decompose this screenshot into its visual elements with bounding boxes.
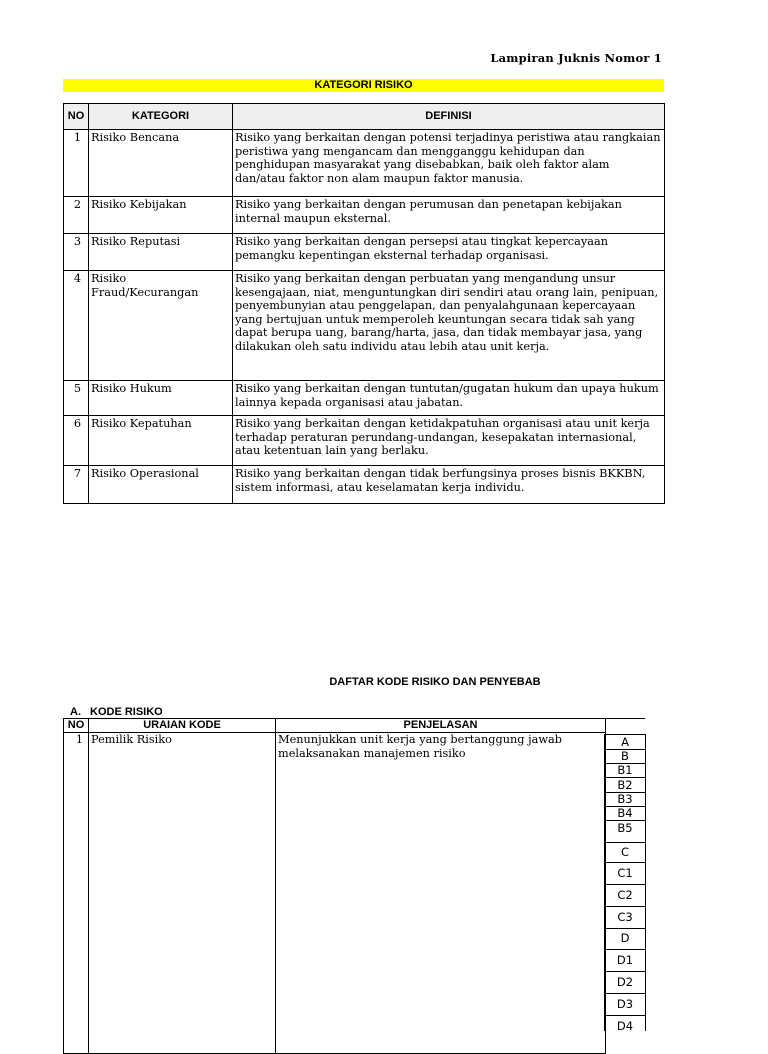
row-kategori: Risiko Bencana [89,130,233,197]
row-kategori: Risiko Kepatuhan [89,416,233,466]
column-header-kategori: KATEGORI [89,104,233,130]
column-header-penjelasan: PENJELASAN [276,719,606,733]
table-header-row [64,719,606,733]
row-definisi: Risiko yang berkaitan dengan perumusan dan penetapan kebijakan internal maupun eksternal. [233,197,665,234]
table-row [64,381,665,416]
kategori-risiko-title: KATEGORI RISIKO [63,79,664,92]
table-row [64,197,665,234]
kategori-risiko-table [63,103,665,504]
code-cell: D1 [605,949,645,971]
code-cell: B [605,749,645,763]
code-cell: B5 [605,820,645,842]
row-number: 1 [64,130,89,197]
table-row [64,466,665,504]
code-cell: D3 [605,993,645,1015]
code-cell: B3 [605,792,645,806]
table-row [64,733,606,1054]
row-definisi: Risiko yang berkaitan dengan tidak berfungsinya proses bisnis BKKBN, sistem informasi, atau keselamatan kerja individu. [233,466,665,504]
daftar-kode-title: DAFTAR KODE RISIKO DAN PENYEBAB [329,676,541,688]
code-cell: C1 [605,862,645,884]
row-number: 2 [64,197,89,234]
code-cell: B4 [605,806,645,820]
row-kategori: Risiko Operasional [89,466,233,504]
code-cell: D [605,928,645,949]
section-heading [70,706,163,718]
code-cell: D4 [605,1015,645,1031]
row-kategori: Risiko Fraud/Kecurangan [89,271,233,381]
column-header-no: NO [64,104,89,130]
row-number: 4 [64,271,89,381]
section-letter: A. [70,706,81,718]
row-number: 3 [64,234,89,271]
row-number: 5 [64,381,89,416]
code-cell: D2 [605,971,645,993]
row-number: 7 [64,466,89,504]
table-row [64,234,665,271]
row-kategori: Risiko Reputasi [89,234,233,271]
row-definisi: Risiko yang berkaitan dengan persepsi atau tingkat kepercayaan pemangku kepentingan eksternal terhadap organisasi. [233,234,665,271]
row-definisi: Risiko yang berkaitan dengan perbuatan yang mengandung unsur kesengajaan, niat, menguntungkan diri sendiri atau orang lain, penipuan, penyembunyian atau penggelapan, dan penyalahgunaan kepercayaan yang bertujuan untuk memperoleh keuntungan secara tidak sah yang dapat berupa uang, barang/harta, jasa, dan tidak membayar jasa, yang dilakukan oleh satu individu atau lebih atau unit kerja. [233,271,665,381]
column-header-uraian: URAIAN KODE [89,719,276,733]
row-kategori: Risiko Hukum [89,381,233,416]
row-number: 1 [64,733,89,1054]
section-title: KODE RISIKO [90,706,163,718]
row-definisi: Risiko yang berkaitan dengan ketidakpatuhan organisasi atau unit kerja terhadap peraturan perundang-undangan, kesepakatan internasional, atau ketentuan lain yang berlaku. [233,416,665,466]
table-header-row [64,104,665,130]
code-cell: C3 [605,906,645,928]
column-header-no: NO [64,719,89,733]
lampiran-label: Lampiran Juknis Nomor 1 [490,51,662,65]
kode-risiko-table [63,718,606,1054]
row-number: 6 [64,416,89,466]
row-penjelasan: Menunjukkan unit kerja yang bertanggung jawab melaksanakan manajemen risiko [276,733,606,1054]
code-column-header [604,718,645,735]
table-row [64,416,665,466]
code-cell: A [605,734,645,749]
code-cell: C2 [605,884,645,906]
column-header-definisi: DEFINISI [233,104,665,130]
code-column [604,734,646,1031]
row-definisi: Risiko yang berkaitan dengan tuntutan/gugatan hukum dan upaya hukum lainnya kepada organisasi atau jabatan. [233,381,665,416]
row-definisi: Risiko yang berkaitan dengan potensi terjadinya peristiwa atau rangkaian peristiwa yang mengancam dan mengganggu kehidupan dan penghidupan masyarakat yang disebabkan, baik oleh faktor alam dan/atau faktor non alam maupun faktor manusia. [233,130,665,197]
row-kategori: Risiko Kebijakan [89,197,233,234]
code-cell: B1 [605,763,645,777]
code-cell: B2 [605,777,645,792]
table-row [64,130,665,197]
table-row [64,271,665,381]
row-uraian: Pemilik Risiko [89,733,276,1054]
code-cell: C [605,842,645,862]
